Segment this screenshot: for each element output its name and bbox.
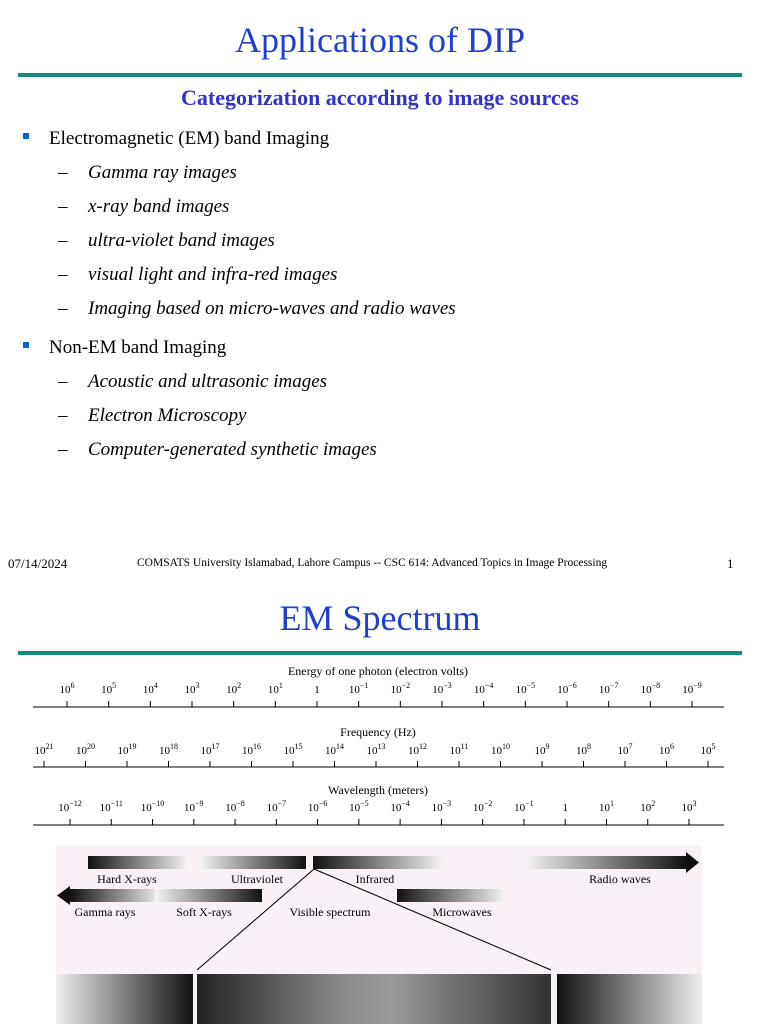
infrared-label: Infrared: [355, 872, 395, 886]
subitem: Imaging based on micro-waves and radio waves: [88, 298, 456, 319]
energy-tick-label: $10^{-5}$: [515, 681, 536, 696]
visible-spectrum-label: Visible spectrum: [289, 905, 371, 919]
frequency-tick-label: $10^{19}$: [117, 742, 137, 757]
dash-marker: –: [58, 230, 68, 251]
energy-tick-label: 1: [314, 684, 320, 696]
bullet-em-imaging: Electromagnetic (EM) band Imaging: [49, 128, 330, 149]
wavelength-tick-label: $10^{-10}$: [140, 799, 165, 814]
frequency-tick-label: $10^9$: [534, 742, 550, 757]
frequency-tick-label: $10^{16}$: [242, 742, 261, 757]
subitem: ultra-violet band images: [88, 230, 275, 251]
frequency-tick-label: $10^{18}$: [159, 742, 178, 757]
energy-tick-label: $10^6$: [59, 681, 75, 696]
em-spectrum-diagram: [0, 655, 768, 1024]
wavelength-tick-label: $10^{-3}$: [431, 799, 452, 814]
dash-marker: –: [58, 196, 68, 217]
frequency-tick-label: $10^6$: [659, 742, 674, 757]
energy-tick-label: $10^1$: [267, 681, 283, 696]
footer-page-number: 1: [727, 556, 734, 571]
dash-marker: –: [58, 264, 68, 285]
frequency-tick-label: $10^{13}$: [366, 742, 386, 757]
footer-date: 07/14/2024: [8, 556, 68, 571]
frequency-tick-label: $10^7$: [617, 742, 633, 757]
energy-tick-label: $10^{-8}$: [640, 681, 661, 696]
frequency-tick-label: $10^{14}$: [325, 742, 344, 757]
frequency-tick-group: [35, 742, 716, 767]
frequency-tick-label: $10^{17}$: [200, 742, 220, 757]
slide-title: EM Spectrum: [279, 598, 481, 638]
wavelength-tick-label: 1: [562, 802, 568, 814]
gamma-rays-label: Gamma rays: [74, 905, 136, 919]
frequency-tick-label: $10^{12}$: [408, 742, 427, 757]
wavelength-tick-label: $10^{-4}$: [390, 799, 410, 814]
wavelength-tick-label: $10^{-1}$: [514, 799, 534, 814]
wavelength-tick-label: $10^{-9}$: [184, 799, 204, 814]
soft-xrays-bar: [155, 889, 262, 902]
radio-waves-bar: [525, 856, 687, 869]
visible-strip: [197, 974, 551, 1024]
dash-marker: –: [58, 371, 68, 392]
ultraviolet-bar: [200, 856, 306, 869]
frequency-tick-label: $10^{10}$: [491, 742, 510, 757]
energy-tick-label: $10^3$: [184, 681, 200, 696]
wavelength-scale-label: Wavelength (meters): [328, 783, 428, 797]
ultraviolet-label: Ultraviolet: [231, 872, 283, 886]
subitem: visual light and infra-red images: [88, 264, 338, 285]
energy-tick-label: $10^{-4}$: [473, 681, 494, 696]
wavelength-tick-label: $10^3$: [681, 799, 697, 814]
subitem: Computer-generated synthetic images: [88, 439, 377, 460]
infrared-bar: [313, 856, 443, 869]
wavelength-tick-label: $10^2$: [640, 799, 656, 814]
wavelength-tick-label: $10^{-5}$: [349, 799, 369, 814]
frequency-tick-label: $10^5$: [700, 742, 716, 757]
infrared-strip: [557, 974, 702, 1024]
bullet-marker: [23, 342, 29, 348]
energy-tick-label: $10^4$: [142, 681, 158, 696]
wavelength-tick-label: $10^{-6}$: [307, 799, 328, 814]
energy-tick-label: $10^2$: [226, 681, 242, 696]
hard-xrays-label: Hard X-rays: [97, 872, 157, 886]
footer-course: COMSATS University Islamabad, Lahore Campus -- CSC 614: Advanced Topics in Image Processing: [137, 557, 608, 569]
ultraviolet-strip: [56, 974, 193, 1024]
energy-tick-label: $10^{-9}$: [682, 681, 702, 696]
slide-title: Applications of DIP: [235, 20, 525, 60]
microwaves-bar: [397, 889, 505, 902]
energy-tick-label: $10^{-1}$: [348, 681, 369, 696]
bullet-non-em-imaging: Non-EM band Imaging: [49, 337, 227, 358]
subitem: Acoustic and ultrasonic images: [88, 371, 328, 392]
frequency-scale-label: Frequency (Hz): [340, 725, 416, 739]
frequency-tick-label: $10^{15}$: [283, 742, 303, 757]
dash-marker: –: [58, 405, 68, 426]
wavelength-tick-label: $10^{-11}$: [99, 799, 123, 814]
frequency-tick-label: $10^8$: [576, 742, 591, 757]
energy-tick-label: $10^{-3}$: [432, 681, 452, 696]
energy-tick-label: $10^5$: [101, 681, 117, 696]
wavelength-tick-label: $10^{-2}$: [472, 799, 493, 814]
microwaves-label: Microwaves: [432, 905, 492, 919]
slide-subtitle: Categorization according to image sources: [181, 85, 579, 110]
frequency-tick-label: $10^{11}$: [449, 742, 469, 757]
wavelength-tick-label: $10^{-8}$: [225, 799, 245, 814]
bullet-marker: [23, 133, 29, 139]
subitem: x-ray band images: [88, 196, 230, 217]
radio-waves-label: Radio waves: [589, 872, 651, 886]
wavelength-tick-label: $10^1$: [598, 799, 614, 814]
title-divider: [18, 73, 742, 77]
energy-tick-label: $10^{-6}$: [557, 681, 577, 696]
frequency-tick-label: $10^{20}$: [76, 742, 95, 757]
frequency-tick-label: $10^{21}$: [34, 742, 54, 757]
dash-marker: –: [58, 439, 68, 460]
energy-scale-label: Energy of one photon (electron volts): [287, 664, 469, 678]
wavelength-tick-group: [58, 799, 696, 825]
energy-tick-label: $10^{-2}$: [390, 681, 411, 696]
wavelength-tick-label: $10^{-7}$: [266, 799, 287, 814]
hard-xrays-bar: [88, 856, 188, 869]
gamma-rays-bar: [70, 889, 162, 902]
energy-tick-group: [60, 681, 702, 707]
wavelength-tick-label: $10^{-12}$: [58, 799, 82, 814]
soft-xrays-label: Soft X-rays: [176, 905, 232, 919]
dash-marker: –: [58, 162, 68, 183]
subitem: Gamma ray images: [88, 162, 237, 183]
dash-marker: –: [58, 298, 68, 319]
subitem: Electron Microscopy: [88, 405, 247, 426]
energy-tick-label: $10^{-7}$: [598, 681, 619, 696]
